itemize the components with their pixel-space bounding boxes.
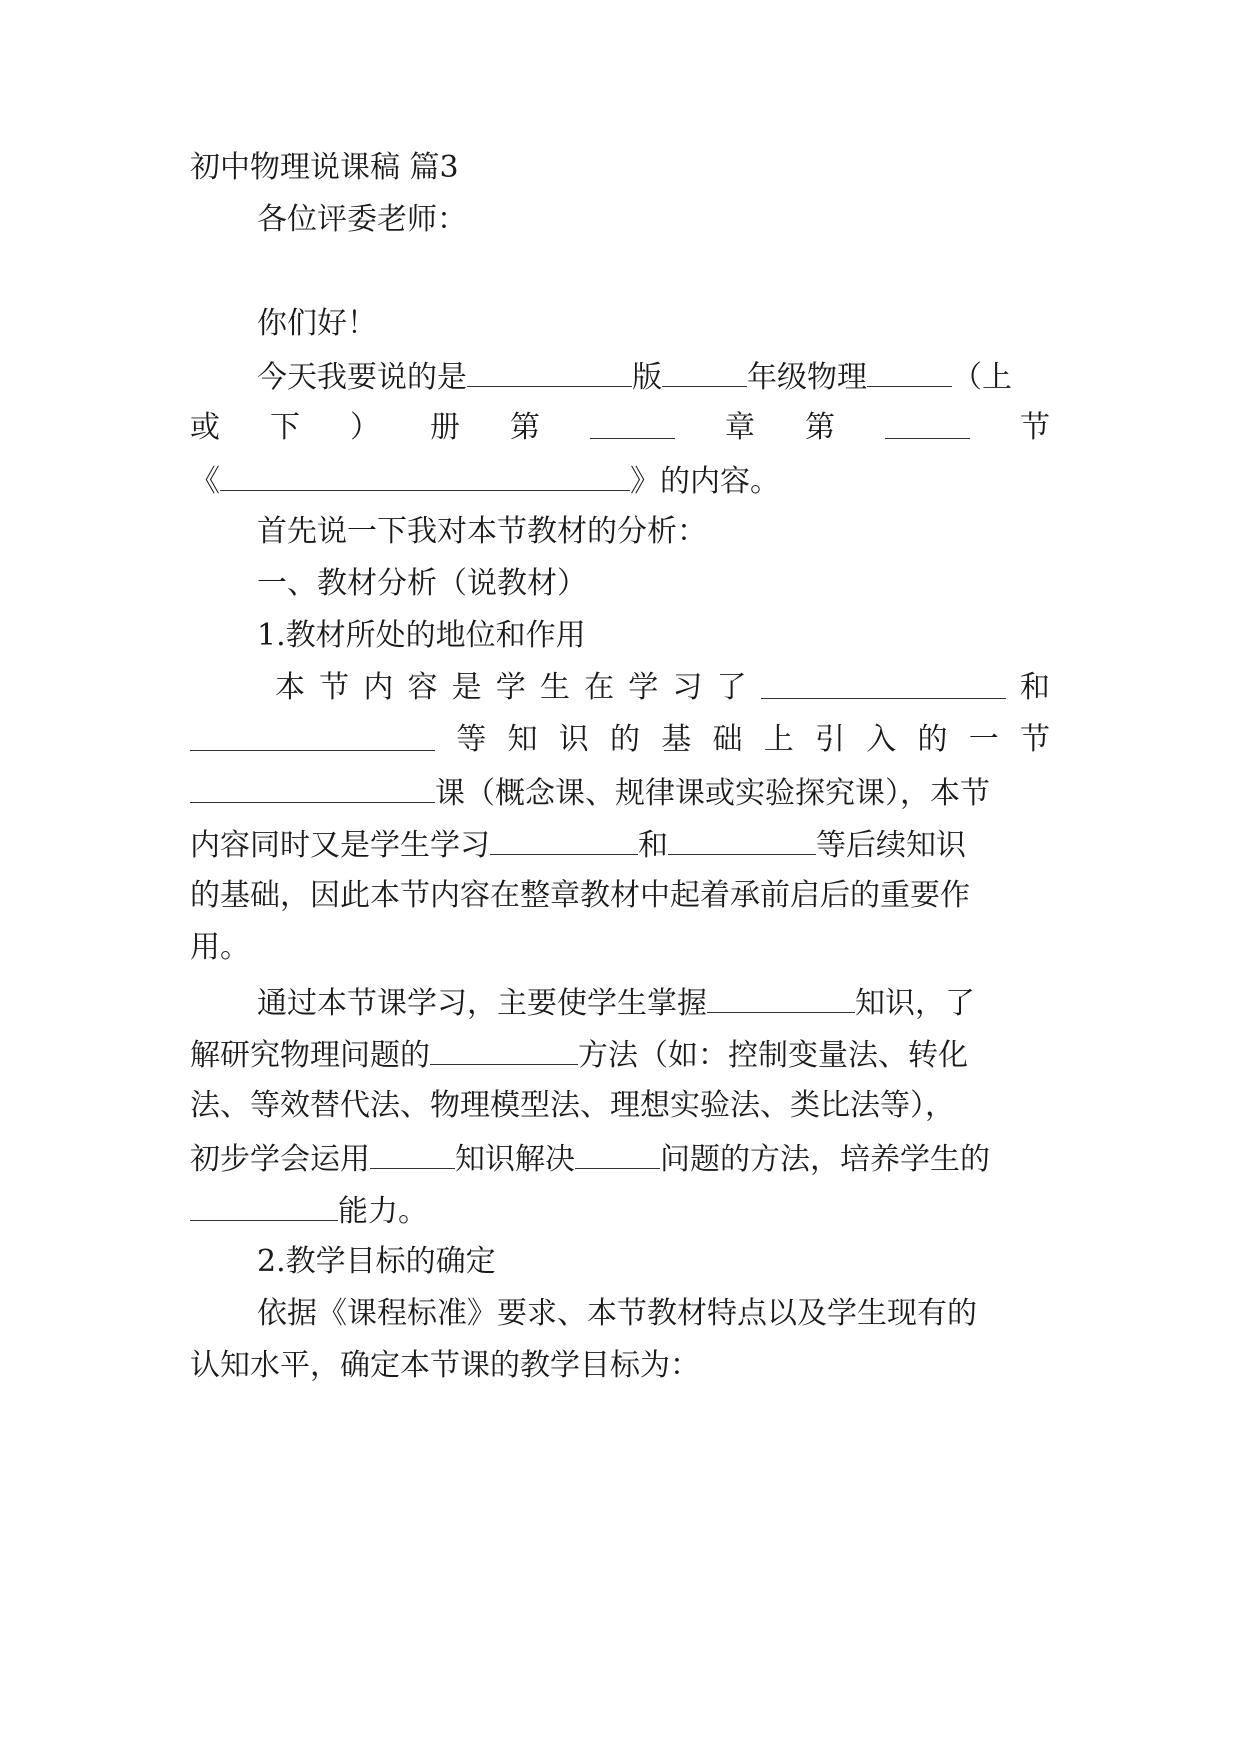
blank-ability bbox=[190, 1190, 338, 1221]
document-title: 初中物理说课稿 篇3 bbox=[190, 150, 459, 185]
greeting: 各位评委老师： bbox=[257, 202, 467, 237]
intro-line-1: 今天我要说的是 版 年级物理 （上 bbox=[257, 356, 1050, 398]
intro-line-2: 或 下 ） 册 第 章 第 节 bbox=[190, 410, 1050, 445]
para3-line-1: 依据《课程标准》要求、本节教材特点以及学生现有的 bbox=[257, 1296, 977, 1331]
blank-lesson-type bbox=[190, 772, 435, 803]
section-heading-1: 一、教材分析（说教材） bbox=[257, 566, 587, 601]
blank-lesson-title bbox=[220, 460, 630, 491]
blank-follow-up-2 bbox=[668, 824, 816, 855]
para1-line-5: 的基础，因此本节内容在整章教材中起着承前启后的重要作 bbox=[190, 878, 970, 913]
para2-line-2: 解研究物理问题的 方法（如：控制变量法、转化 bbox=[190, 1034, 1050, 1076]
para2-line-1: 通过本节课学习，主要使学生掌握 知识，了 bbox=[257, 982, 1050, 1024]
blank-edition bbox=[467, 356, 632, 387]
blank-section bbox=[885, 408, 970, 439]
blank-problem bbox=[575, 1138, 660, 1169]
subheading-1: 1.教材所处的地位和作用 bbox=[257, 618, 586, 653]
para2-line-4: 初步学会运用 知识解决 问题的方法，培养学生的 bbox=[190, 1138, 1050, 1180]
blank-volume bbox=[867, 356, 952, 387]
para2-line-5: 能力。 bbox=[190, 1190, 1050, 1232]
blank-follow-up-1 bbox=[490, 824, 638, 855]
blank-knowledge bbox=[707, 982, 855, 1013]
subheading-2: 2.教学目标的确定 bbox=[257, 1244, 496, 1279]
hello: 你们好！ bbox=[257, 306, 377, 341]
para2-line-3: 法、等效替代法、物理模型法、理想实验法、类比法等）， bbox=[190, 1088, 955, 1123]
para1-line-2: 等 知 识 的 基 础 上 引 入 的 一 节 bbox=[190, 720, 1050, 760]
para1-line-4: 内容同时又是学生学习 和 等后续知识 bbox=[190, 824, 1050, 866]
blank-prior-knowledge-1 bbox=[761, 668, 1006, 699]
intro-line-3: 《 》的内容。 bbox=[190, 460, 1050, 502]
para1-line-3: 课（概念课、规律课或实验探究课），本节 bbox=[190, 772, 1050, 814]
blank-prior-knowledge-2 bbox=[190, 720, 435, 751]
blank-apply-knowledge bbox=[370, 1138, 455, 1169]
para3-line-2: 认知水平，确定本节课的教学目标为： bbox=[190, 1348, 700, 1383]
blank-grade bbox=[662, 356, 747, 387]
para1-line-6: 用。 bbox=[190, 930, 250, 965]
lead-sentence: 首先说一下我对本节教材的分析： bbox=[257, 514, 707, 549]
blank-method bbox=[430, 1034, 578, 1065]
para1-line-1: 本 节 内 容 是 学 生 在 学 习 了 和 bbox=[275, 670, 1050, 705]
blank-chapter bbox=[590, 408, 675, 439]
